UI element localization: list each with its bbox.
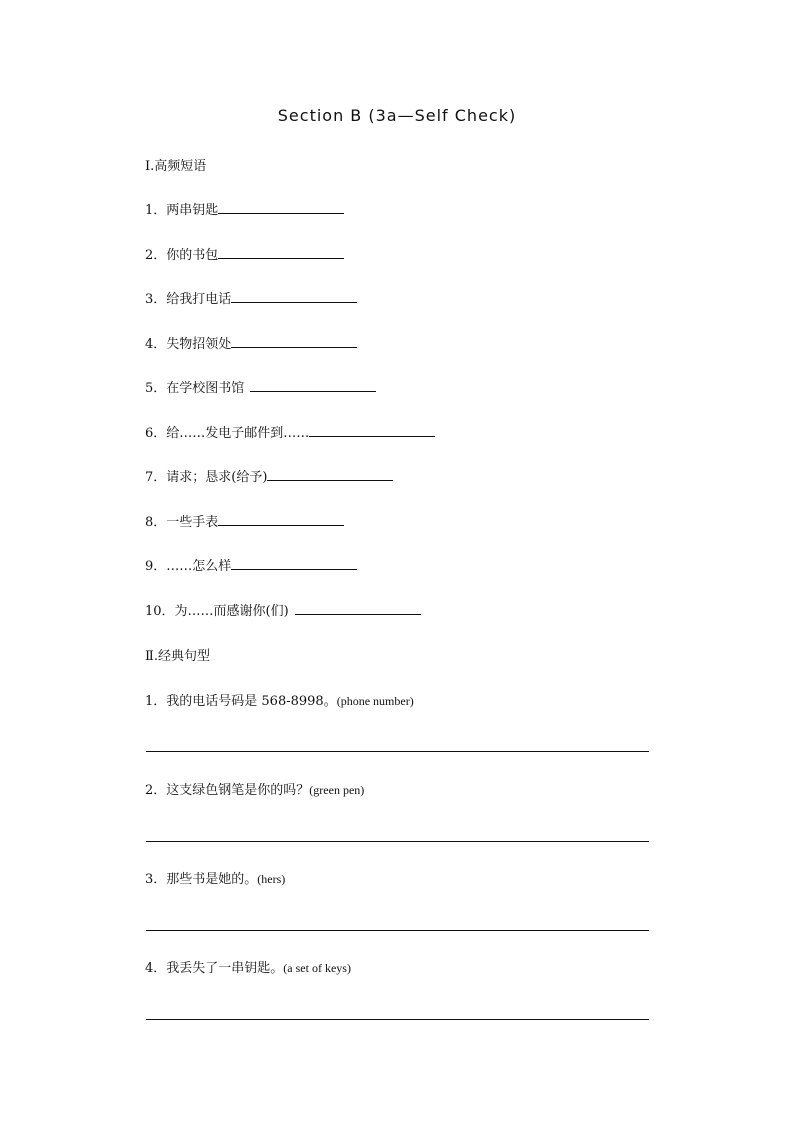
answer-blank[interactable]	[231, 557, 357, 570]
item-number: 4．	[145, 961, 167, 976]
item-text: 我的电话号码是 568-8998。	[166, 694, 337, 709]
answer-blank[interactable]	[231, 290, 357, 303]
item-number: 5．	[145, 381, 167, 396]
item-number: 3．	[145, 292, 167, 307]
item-text: 给我打电话	[166, 292, 232, 307]
item-text: 一些手表	[166, 515, 219, 530]
phrase-item-5	[145, 379, 376, 399]
answer-blank[interactable]	[218, 201, 344, 214]
answer-blank[interactable]	[309, 424, 435, 437]
item-text: 这支绿色钢笔是你的吗？	[166, 783, 310, 798]
item-text: 失物招领处	[166, 337, 232, 352]
answer-blank[interactable]	[250, 379, 376, 392]
item-text: 给……发电子邮件到……	[166, 426, 310, 441]
item-text: 那些书是她的。	[166, 872, 258, 887]
answer-blank[interactable]	[231, 335, 357, 348]
phrase-item-10	[145, 602, 421, 622]
item-number: 3．	[145, 872, 167, 887]
item-number: 1．	[145, 694, 167, 709]
item-text: 为……而感谢你(们)	[174, 604, 289, 619]
item-number: 2．	[145, 783, 167, 798]
item-hint: (a set of keys)	[283, 961, 351, 975]
item-hint: (green pen)	[309, 783, 365, 797]
item-hint: (phone number)	[336, 694, 414, 708]
item-number: 10．	[145, 604, 175, 619]
item-hint: (hers)	[257, 872, 286, 886]
item-text: 我丢失了一串钥匙。	[166, 961, 284, 976]
item-number: 1．	[145, 203, 167, 218]
item-text: 两串钥匙	[166, 203, 219, 218]
answer-line[interactable]	[146, 751, 649, 752]
item-text: 请求；恳求(给予)	[166, 470, 268, 485]
section-2-heading: Ⅱ.经典句型	[145, 649, 210, 664]
phrase-item-3	[145, 290, 357, 310]
answer-line[interactable]	[146, 841, 649, 842]
phrase-item-8	[145, 513, 344, 533]
phrase-item-9	[145, 557, 357, 577]
phrase-item-7	[145, 468, 393, 488]
sentence-item-4	[145, 958, 351, 979]
item-number: 4．	[145, 337, 167, 352]
item-number: 2．	[145, 248, 167, 263]
item-text: 在学校图书馆	[166, 381, 245, 396]
phrase-item-6	[145, 424, 435, 444]
answer-blank[interactable]	[218, 246, 344, 259]
page-title: Section B (3a—Self Check)	[277, 106, 517, 125]
phrase-item-4	[145, 335, 357, 355]
section-1-heading: Ⅰ.高频短语	[145, 159, 207, 174]
answer-blank[interactable]	[267, 468, 393, 481]
phrase-item-1	[145, 201, 344, 221]
item-number: 8．	[145, 515, 167, 530]
item-text: 你的书包	[166, 248, 219, 263]
item-number: 7．	[145, 470, 167, 485]
item-text: ……怎么样	[166, 559, 232, 574]
answer-blank[interactable]	[218, 513, 344, 526]
sentence-item-3	[145, 869, 285, 890]
phrase-item-2	[145, 246, 344, 266]
answer-line[interactable]	[146, 930, 649, 931]
sentence-item-1	[145, 691, 414, 712]
answer-line[interactable]	[146, 1019, 649, 1020]
item-number: 6．	[145, 426, 167, 441]
sentence-item-2	[145, 780, 364, 801]
item-number: 9．	[145, 559, 167, 574]
answer-blank[interactable]	[295, 602, 421, 615]
